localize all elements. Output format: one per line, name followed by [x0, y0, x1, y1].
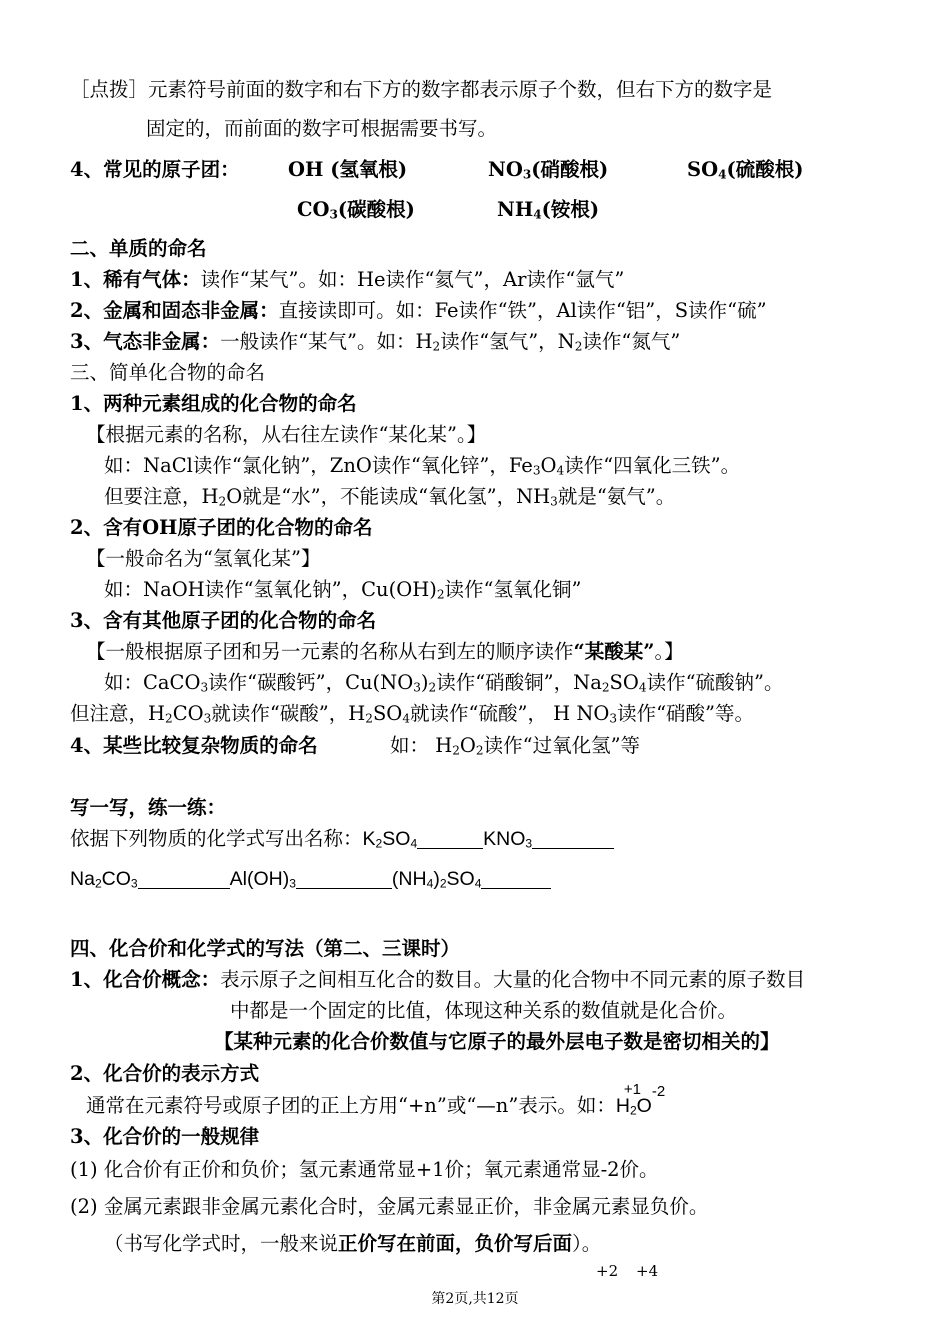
s3-sub-4-head: 4、某些比较复杂物质的命名 — [70, 734, 318, 757]
section-2-title: 二、单质的命名 — [70, 237, 207, 260]
s2-item-1: 1、稀有气体：读作“某气”。如：He读作“氦气”，Ar读作“氩气” — [70, 268, 625, 291]
group-nh4: NH4(铵根) — [497, 198, 600, 222]
s3-sub-3-example-2: 但注意，H2CO3就读作“碳酸”，H2SO4就读作“硫酸”， H NO3读作“硝酸”等。 — [70, 702, 755, 726]
group-oh: OH (氢氧根) — [288, 158, 408, 181]
practice-line-1 — [70, 826, 614, 852]
valence-o: -2 — [651, 1083, 666, 1100]
s4-rule-2: (2) 金属元素跟非金属元素化合时，金属元素显正价，非金属元素显负价。 — [70, 1195, 709, 1218]
valence-example-h2o: +1 -2 H2O — [616, 1093, 652, 1119]
s4-concept-line-1: 1、化合价概念：表示原子之间相互化合的数目。大量的化合物中不同元素的原子数目 — [70, 968, 806, 991]
answer-blank-aloh3[interactable] — [296, 868, 392, 889]
s2-item-3: 3、气态非金属：一般读作“某气”。如：H2读作“氢气”，N2读作“氮气” — [70, 330, 681, 354]
answer-blank-na2co3[interactable] — [138, 868, 230, 889]
valence-h: +1 — [623, 1081, 641, 1098]
valence-mark-plus4: +4 — [636, 1262, 659, 1280]
page-footer: 第2页,共12页 — [431, 1291, 519, 1307]
group-so4: SO4(硫酸根) — [687, 158, 804, 182]
tip-line-2: 固定的，而前面的数字可根据需要书写。 — [146, 117, 498, 140]
section-3-title: 三、简单化合物的命名 — [70, 361, 266, 384]
tip-line-1: ［点拨］元素符号前面的数字和右下方的数字都表示原子个数，但右下方的数字是 — [70, 78, 773, 101]
s3-sub-1-head: 1、两种元素组成的化合物的命名 — [70, 392, 357, 415]
valence-mark-plus2: +2 — [596, 1262, 619, 1280]
s3-sub-2-rule: 【一般命名为“氢氧化某”】 — [86, 547, 321, 570]
s3-sub-3-example-1: 如：CaCO3读作“碳酸钙”，Cu(NO3)2读作“硝酸铜”，Na2SO4读作“硫酸钠”。 — [104, 671, 784, 695]
section-4-title: 四、化合价和化学式的写法（第二、三课时） — [70, 937, 461, 960]
s4-notation-text: 通常在元素符号或原子团的正上方用“+n”或“—n”表示。如： +1 -2 H2O — [86, 1093, 652, 1119]
s3-sub-1-example-1: 如：NaCl读作“氯化钠”，ZnO读作“氧化锌”，Fe3O4读作“四氧化三铁”。 — [104, 454, 741, 478]
tip-label: ［点拨］ — [70, 78, 149, 101]
practice-prompt: 依据下列物质的化学式写出名称： — [70, 827, 363, 850]
answer-blank-k2so4[interactable] — [417, 828, 483, 849]
s4-notation-head: 2、化合价的表示方式 — [70, 1062, 260, 1085]
formula-aloh3: Al(OH)3 — [229, 868, 296, 891]
practice-line-2 — [70, 866, 551, 892]
s3-sub-2-head: 2、含有OH原子团的化合物的命名 — [70, 516, 373, 539]
answer-blank-nh42so4[interactable] — [481, 868, 551, 889]
s4-rule-1: (1) 化合价有正价和负价；氢元素通常显+1价；氧元素通常显-2价。 — [70, 1158, 659, 1181]
group-co3: CO3(碳酸根) — [297, 198, 415, 222]
s3-sub-1-rule: 【根据元素的名称，从右往左读作“某化某”。】 — [86, 423, 487, 446]
s4-rules-head: 3、化合价的一般规律 — [70, 1125, 260, 1148]
formula-nh42so4: (NH4)2SO4 — [391, 868, 482, 891]
s3-sub-2-example: 如：NaOH读作“氢氧化钠”，Cu(OH)2读作“氢氧化铜” — [104, 578, 582, 602]
s4-concept-note: 【某种元素的化合价数值与它原子的最外层电子数是密切相关的】 — [214, 1030, 780, 1053]
answer-blank-kno3[interactable] — [532, 828, 614, 849]
formula-kno3: KNO3 — [483, 828, 533, 851]
practice-title: 写一写，练一练： — [70, 796, 227, 819]
s3-sub-3-rule: 【一般根据原子团和另一元素的名称从右到左的顺序读作“某酸某”。】 — [86, 640, 684, 663]
s4-rule-2-note: （书写化学式时，一般来说正价写在前面，负价写后面）。 — [104, 1232, 602, 1255]
s3-sub-1-example-2: 但要注意，H2O就是“水”，不能读成“氧化氢”，NH3就是“氨气”。 — [104, 485, 676, 509]
s3-sub-4-example: 如： H2O2读作“过氧化氢”等 — [390, 734, 641, 758]
s3-sub-3-head: 3、含有其他原子团的化合物的命名 — [70, 609, 377, 632]
formula-k2so4: K2SO4 — [362, 828, 418, 851]
group-no3: NO3(硝酸根) — [488, 158, 609, 182]
s4-concept-line-2: 中都是一个固定的比值，体现这种关系的数值就是化合价。 — [230, 999, 738, 1022]
s2-item-2: 2、金属和固态非金属：直接读即可。如：Fe读作“铁”，Al读作“铝”，S读作“硫” — [70, 299, 767, 322]
formula-na2co3: Na2CO3 — [70, 868, 138, 891]
groups-heading: 4、常见的原子团： — [70, 158, 240, 181]
